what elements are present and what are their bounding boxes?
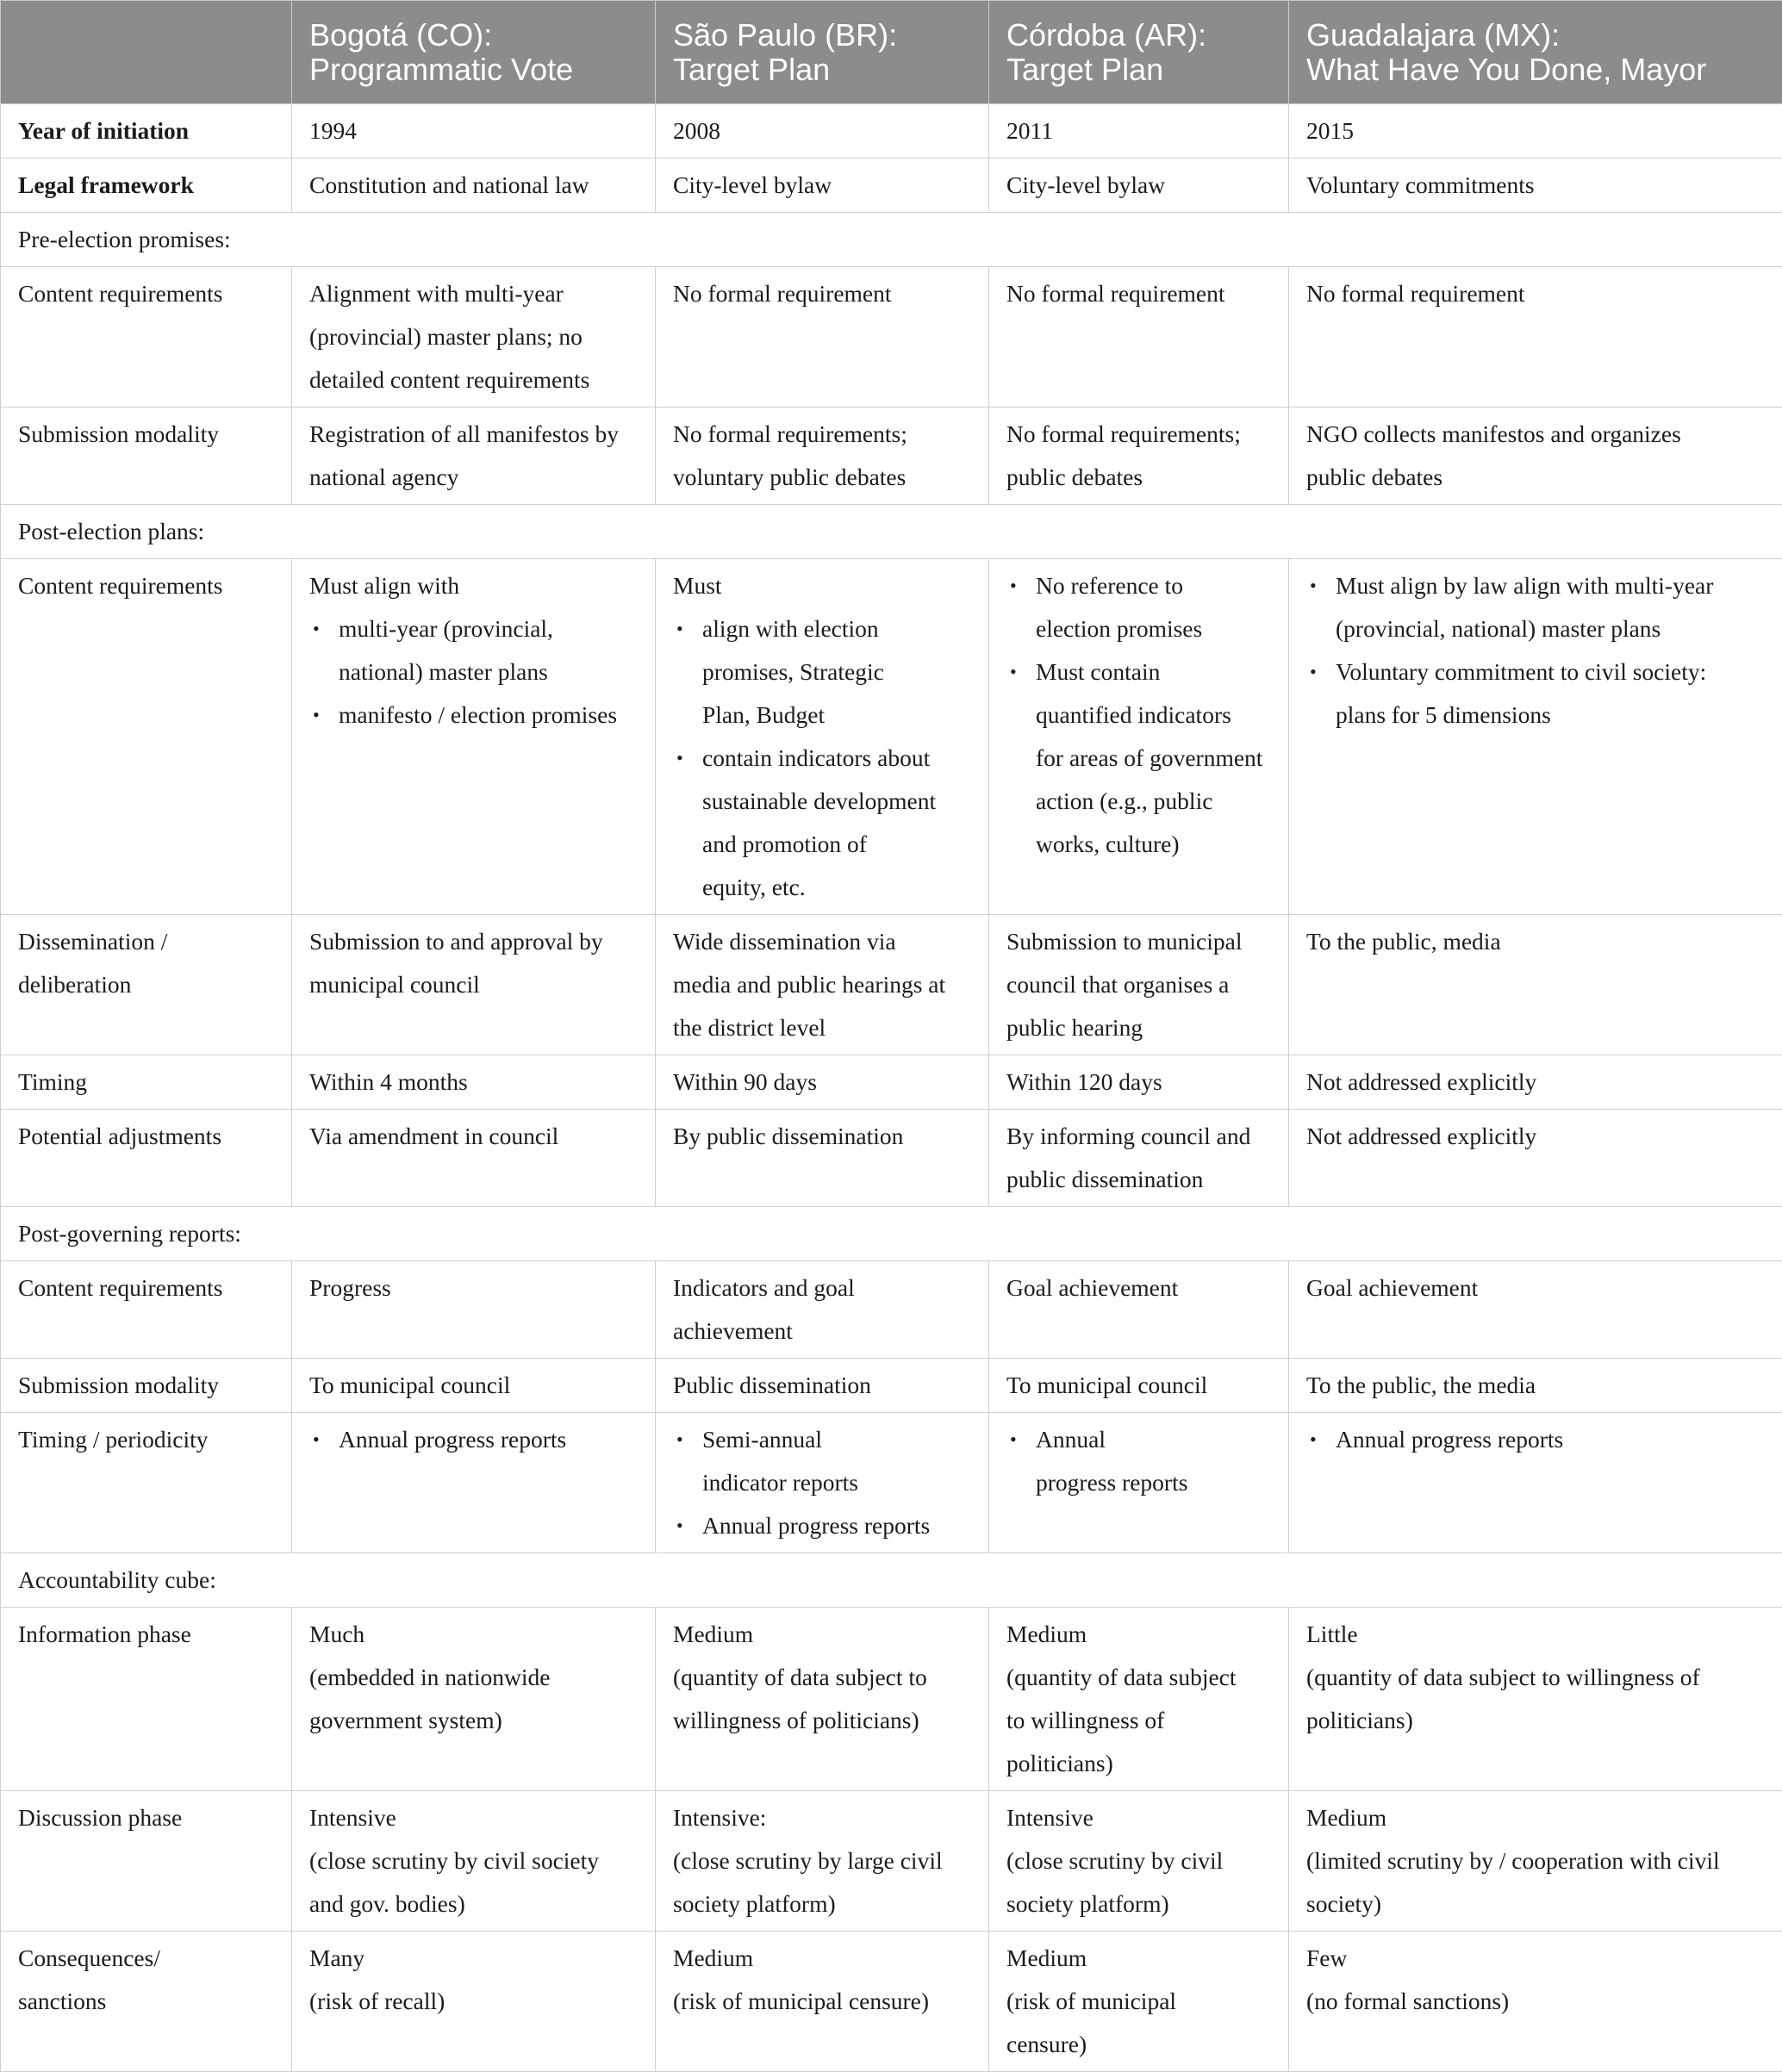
- header-line: São Paulo (BR):: [673, 18, 976, 53]
- row-label: Timing: [1, 1055, 292, 1110]
- section-heading: Accountability cube:: [1, 1553, 1782, 1608]
- cell-cordoba: [989, 1791, 1289, 1932]
- cell-sao-paulo: By public dissemination: [656, 1110, 989, 1207]
- bullet-list: [1306, 1418, 1772, 1461]
- bullet-icon: •: [676, 1418, 683, 1461]
- bullet-item: [309, 694, 645, 737]
- cell-sao-paulo: [656, 1413, 989, 1553]
- bullet-list: [1306, 564, 1772, 737]
- bullet-icon: •: [676, 1504, 683, 1547]
- cell-line: society): [1306, 1882, 1772, 1926]
- cell-guadalajara: [1289, 1791, 1782, 1932]
- cell-line: Much: [309, 1613, 645, 1656]
- cell-cordoba: No formal requirement: [989, 267, 1289, 408]
- row-label: Year of initiation: [1, 104, 292, 159]
- cell-line: Must align with: [309, 564, 645, 607]
- row-label: Information phase: [1, 1608, 292, 1791]
- cell-line: NGO collects manifestos and organizes: [1306, 413, 1772, 456]
- cell-line: Voluntary commitment to civil society:: [1336, 650, 1772, 694]
- cell-line: equity, etc.: [702, 866, 978, 909]
- row-label: Content requirements: [1, 1261, 292, 1359]
- bullet-list: [309, 607, 645, 737]
- cell-line: multi-year (provincial,: [339, 607, 645, 650]
- cell-line: Annual: [1036, 1418, 1278, 1461]
- cell-sao-paulo: [656, 1608, 989, 1791]
- cell-cordoba: [989, 915, 1289, 1055]
- row-label: Legal framework: [1, 159, 292, 213]
- cell-line: Dissemination /: [18, 920, 281, 963]
- cell-line: (close scrutiny by large civil: [673, 1839, 978, 1882]
- cell-cordoba: [989, 1110, 1289, 1207]
- cell-line: No formal requirements;: [673, 413, 978, 456]
- cell-line: sustainable development: [702, 780, 978, 823]
- cell-cordoba: [989, 408, 1289, 505]
- cell-line: Registration of all manifestos by: [309, 413, 645, 456]
- cell-guadalajara: [1289, 1413, 1782, 1553]
- bullet-list: [1006, 1418, 1278, 1504]
- header-line: Target Plan: [673, 53, 976, 87]
- cell-bogota: To municipal council: [292, 1359, 656, 1413]
- cell-line: sanctions: [18, 1980, 281, 2023]
- header-line: Bogotá (CO):: [309, 18, 643, 53]
- cell-line: Medium: [1006, 1613, 1278, 1656]
- cell-sao-paulo: No formal requirement: [656, 267, 989, 408]
- cell-line: promises, Strategic: [702, 650, 978, 694]
- header-sao-paulo: [656, 1, 989, 104]
- cell-cordoba: [989, 559, 1289, 915]
- cell-line: No formal requirements;: [1006, 413, 1278, 456]
- row-cube-information: [1, 1608, 1782, 1791]
- cell-sao-paulo: Within 90 days: [656, 1055, 989, 1110]
- row-post-adjustments: [1, 1110, 1782, 1207]
- cell-line: municipal council: [309, 963, 645, 1006]
- cell-line: Consequences/: [18, 1937, 281, 1980]
- cell-guadalajara: To the public, the media: [1289, 1359, 1782, 1413]
- section-heading: Pre-election promises:: [1, 213, 1782, 267]
- cell-sao-paulo: City-level bylaw: [656, 159, 989, 213]
- cell-line: public debates: [1006, 456, 1278, 499]
- cell-line: progress reports: [1036, 1461, 1278, 1504]
- cell-line: Submission to municipal: [1006, 920, 1278, 963]
- section-post-election: [1, 505, 1782, 559]
- bullet-icon: •: [1310, 650, 1317, 694]
- cell-line: (limited scrutiny by / cooperation with civil: [1306, 1839, 1772, 1882]
- row-label: Submission modality: [1, 408, 292, 505]
- cell-line: Plan, Budget: [702, 694, 978, 737]
- cell-line: society platform): [1006, 1882, 1278, 1926]
- bullet-item: [673, 1418, 978, 1504]
- cell-line: Medium: [673, 1937, 978, 1980]
- bullet-item: [309, 1418, 645, 1461]
- section-heading: Post-governing reports:: [1, 1207, 1782, 1261]
- section-pre-election: [1, 213, 1782, 267]
- cell-line: Intensive: [309, 1796, 645, 1839]
- cell-line: Annual progress reports: [339, 1418, 645, 1461]
- cell-line: (quantity of data subject to willingness of: [1306, 1656, 1772, 1699]
- bullet-item: [1006, 1418, 1278, 1504]
- cell-line: the district level: [673, 1006, 978, 1049]
- bullet-icon: •: [1310, 1418, 1317, 1461]
- bullet-icon: •: [1310, 564, 1317, 607]
- cell-line: Must: [673, 564, 978, 607]
- cell-line: public hearing: [1006, 1006, 1278, 1049]
- bullet-item: [1306, 650, 1772, 737]
- cell-line: society platform): [673, 1882, 978, 1926]
- bullet-icon: •: [313, 1418, 320, 1461]
- cell-sao-paulo: Public dissemination: [656, 1359, 989, 1413]
- cell-bogota: Within 4 months: [292, 1055, 656, 1110]
- cell-cordoba: City-level bylaw: [989, 159, 1289, 213]
- cell-line: No reference to: [1036, 564, 1278, 607]
- row-label: [1, 1932, 292, 2072]
- row-pre-submission-modality: [1, 408, 1782, 505]
- cell-guadalajara: Not addressed explicitly: [1289, 1110, 1782, 1207]
- header-line: Programmatic Vote: [309, 53, 643, 87]
- cell-bogota: [292, 915, 656, 1055]
- cell-cordoba: To municipal council: [989, 1359, 1289, 1413]
- cell-line: (risk of municipal censure): [673, 1980, 978, 2023]
- cell-bogota: [292, 559, 656, 915]
- cell-line: voluntary public debates: [673, 456, 978, 499]
- header-cordoba: [989, 1, 1289, 104]
- bullet-list: [1006, 564, 1278, 866]
- cell-line: By informing council and: [1006, 1115, 1278, 1158]
- row-gov-submission-modality: [1, 1359, 1782, 1413]
- cell-line: plans for 5 dimensions: [1336, 694, 1772, 737]
- row-gov-timing: [1, 1413, 1782, 1553]
- cell-line: and gov. bodies): [309, 1882, 645, 1926]
- bullet-icon: •: [313, 694, 320, 737]
- cell-guadalajara: [1289, 1608, 1782, 1791]
- cell-bogota: [292, 1932, 656, 2072]
- cell-line: Must align by law align with multi-year: [1336, 564, 1772, 607]
- cell-sao-paulo: [656, 1791, 989, 1932]
- cell-line: (provincial) master plans; no: [309, 315, 645, 358]
- bullet-item: [1006, 650, 1278, 866]
- bullet-icon: •: [1010, 564, 1017, 607]
- cell-guadalajara: No formal requirement: [1289, 267, 1782, 408]
- row-label: Timing / periodicity: [1, 1413, 292, 1553]
- row-post-dissemination: [1, 915, 1782, 1055]
- cell-guadalajara: [1289, 408, 1782, 505]
- cell-guadalajara: 2015: [1289, 104, 1782, 159]
- cell-cordoba: Within 120 days: [989, 1055, 1289, 1110]
- row-cube-discussion: [1, 1791, 1782, 1932]
- row-post-timing: [1, 1055, 1782, 1110]
- bullet-icon: •: [313, 607, 320, 650]
- header-line: Guadalajara (MX):: [1306, 18, 1770, 53]
- row-label: Potential adjustments: [1, 1110, 292, 1207]
- cell-line: Intensive:: [673, 1796, 978, 1839]
- row-post-content-requirements: [1, 559, 1782, 915]
- row-cube-consequences: [1, 1932, 1782, 2072]
- cell-line: achievement: [673, 1310, 978, 1353]
- cell-line: Annual progress reports: [1336, 1418, 1772, 1461]
- header-line: Córdoba (AR):: [1006, 18, 1276, 53]
- cell-line: Must contain: [1036, 650, 1278, 694]
- bullet-item: [673, 737, 978, 909]
- cell-line: detailed content requirements: [309, 358, 645, 401]
- bullet-item: [1306, 1418, 1772, 1461]
- cell-line: national agency: [309, 456, 645, 499]
- cell-line: (close scrutiny by civil: [1006, 1839, 1278, 1882]
- row-label: Content requirements: [1, 559, 292, 915]
- bullet-icon: •: [1010, 1418, 1017, 1461]
- cell-line: public debates: [1306, 456, 1772, 499]
- cell-line: to willingness of: [1006, 1699, 1278, 1742]
- row-legal-framework: [1, 159, 1782, 213]
- cell-bogota: [292, 1413, 656, 1553]
- cell-line: works, culture): [1036, 823, 1278, 866]
- bullet-item: [1306, 564, 1772, 650]
- cell-line: politicians): [1006, 1742, 1278, 1785]
- cell-line: (quantity of data subject to: [673, 1656, 978, 1699]
- cell-bogota: [292, 1791, 656, 1932]
- cell-line: Many: [309, 1937, 645, 1980]
- cell-line: Wide dissemination via: [673, 920, 978, 963]
- cell-guadalajara: Voluntary commitments: [1289, 159, 1782, 213]
- cell-line: Annual progress reports: [702, 1504, 978, 1547]
- cell-line: deliberation: [18, 963, 281, 1006]
- cell-line: (no formal sanctions): [1306, 1980, 1772, 2023]
- row-label: Submission modality: [1, 1359, 292, 1413]
- section-accountability-cube: [1, 1553, 1782, 1608]
- bullet-icon: •: [676, 737, 683, 780]
- cell-line: (risk of recall): [309, 1980, 645, 2023]
- header-row: [1, 1, 1782, 104]
- cell-line: election promises: [1036, 607, 1278, 650]
- row-pre-content-requirements: [1, 267, 1782, 408]
- cell-sao-paulo: [656, 1932, 989, 2072]
- cell-bogota: Via amendment in council: [292, 1110, 656, 1207]
- cell-sao-paulo: 2008: [656, 104, 989, 159]
- cell-line: (close scrutiny by civil society: [309, 1839, 645, 1882]
- cell-line: politicians): [1306, 1699, 1772, 1742]
- cell-line: action (e.g., public: [1036, 780, 1278, 823]
- cell-cordoba: [989, 1413, 1289, 1553]
- cell-line: Few: [1306, 1937, 1772, 1980]
- cell-line: Indicators and goal: [673, 1266, 978, 1310]
- bullet-item: [309, 607, 645, 694]
- cell-cordoba: [989, 1608, 1289, 1791]
- bullet-item: [673, 607, 978, 737]
- bullet-item: [1006, 564, 1278, 650]
- cell-sao-paulo: [656, 408, 989, 505]
- cell-cordoba: Goal achievement: [989, 1261, 1289, 1359]
- cell-line: contain indicators about: [702, 737, 978, 780]
- cell-sao-paulo: [656, 1261, 989, 1359]
- cell-line: manifesto / election promises: [339, 694, 645, 737]
- header-bogota: [292, 1, 656, 104]
- cell-line: Medium: [673, 1613, 978, 1656]
- cell-line: quantified indicators: [1036, 694, 1278, 737]
- cell-line: (provincial, national) master plans: [1336, 607, 1772, 650]
- bullet-list: [673, 607, 978, 909]
- cell-bogota: [292, 267, 656, 408]
- cell-line: Medium: [1306, 1796, 1772, 1839]
- cell-line: for areas of government: [1036, 737, 1278, 780]
- cell-line: align with election: [702, 607, 978, 650]
- cell-cordoba: 2011: [989, 104, 1289, 159]
- cell-line: government system): [309, 1699, 645, 1742]
- cell-line: national) master plans: [339, 650, 645, 694]
- cell-line: media and public hearings at: [673, 963, 978, 1006]
- row-label: [1, 915, 292, 1055]
- cell-bogota: [292, 408, 656, 505]
- bullet-icon: •: [676, 607, 683, 650]
- row-label: Content requirements: [1, 267, 292, 408]
- cell-guadalajara: Not addressed explicitly: [1289, 1055, 1782, 1110]
- cell-bogota: Progress: [292, 1261, 656, 1359]
- row-gov-content-requirements: [1, 1261, 1782, 1359]
- cell-line: Alignment with multi-year: [309, 272, 645, 315]
- cell-line: Semi-annual: [702, 1418, 978, 1461]
- cell-line: council that organises a: [1006, 963, 1278, 1006]
- cell-line: (embedded in nationwide: [309, 1656, 645, 1699]
- cell-bogota: 1994: [292, 104, 656, 159]
- bullet-list: [309, 1418, 645, 1461]
- cell-guadalajara: [1289, 1932, 1782, 2072]
- cell-line: Intensive: [1006, 1796, 1278, 1839]
- header-corner-cell: [1, 1, 292, 104]
- cell-cordoba: [989, 1932, 1289, 2072]
- row-label: Discussion phase: [1, 1791, 292, 1932]
- cell-guadalajara: Goal achievement: [1289, 1261, 1782, 1359]
- cell-guadalajara: To the public, media: [1289, 915, 1782, 1055]
- header-guadalajara: [1289, 1, 1782, 104]
- cell-bogota: Constitution and national law: [292, 159, 656, 213]
- cell-line: public dissemination: [1006, 1158, 1278, 1201]
- section-heading: Post-election plans:: [1, 505, 1782, 559]
- cell-line: (quantity of data subject: [1006, 1656, 1278, 1699]
- bullet-list: [673, 1418, 978, 1547]
- cell-line: censure): [1006, 2023, 1278, 2066]
- section-post-governing: [1, 1207, 1782, 1261]
- bullet-icon: •: [1010, 650, 1017, 694]
- cell-line: Medium: [1006, 1937, 1278, 1980]
- cell-line: and promotion of: [702, 823, 978, 866]
- row-year-of-initiation: [1, 104, 1782, 159]
- cell-line: Submission to and approval by: [309, 920, 645, 963]
- cell-line: willingness of politicians): [673, 1699, 978, 1742]
- cell-sao-paulo: [656, 559, 989, 915]
- cell-line: indicator reports: [702, 1461, 978, 1504]
- cell-line: (risk of municipal: [1006, 1980, 1278, 2023]
- cell-guadalajara: [1289, 559, 1782, 915]
- cell-sao-paulo: [656, 915, 989, 1055]
- cell-bogota: [292, 1608, 656, 1791]
- cell-line: Little: [1306, 1613, 1772, 1656]
- header-line: What Have You Done, Mayor: [1306, 53, 1770, 87]
- header-line: Target Plan: [1006, 53, 1276, 87]
- bullet-item: [673, 1504, 978, 1547]
